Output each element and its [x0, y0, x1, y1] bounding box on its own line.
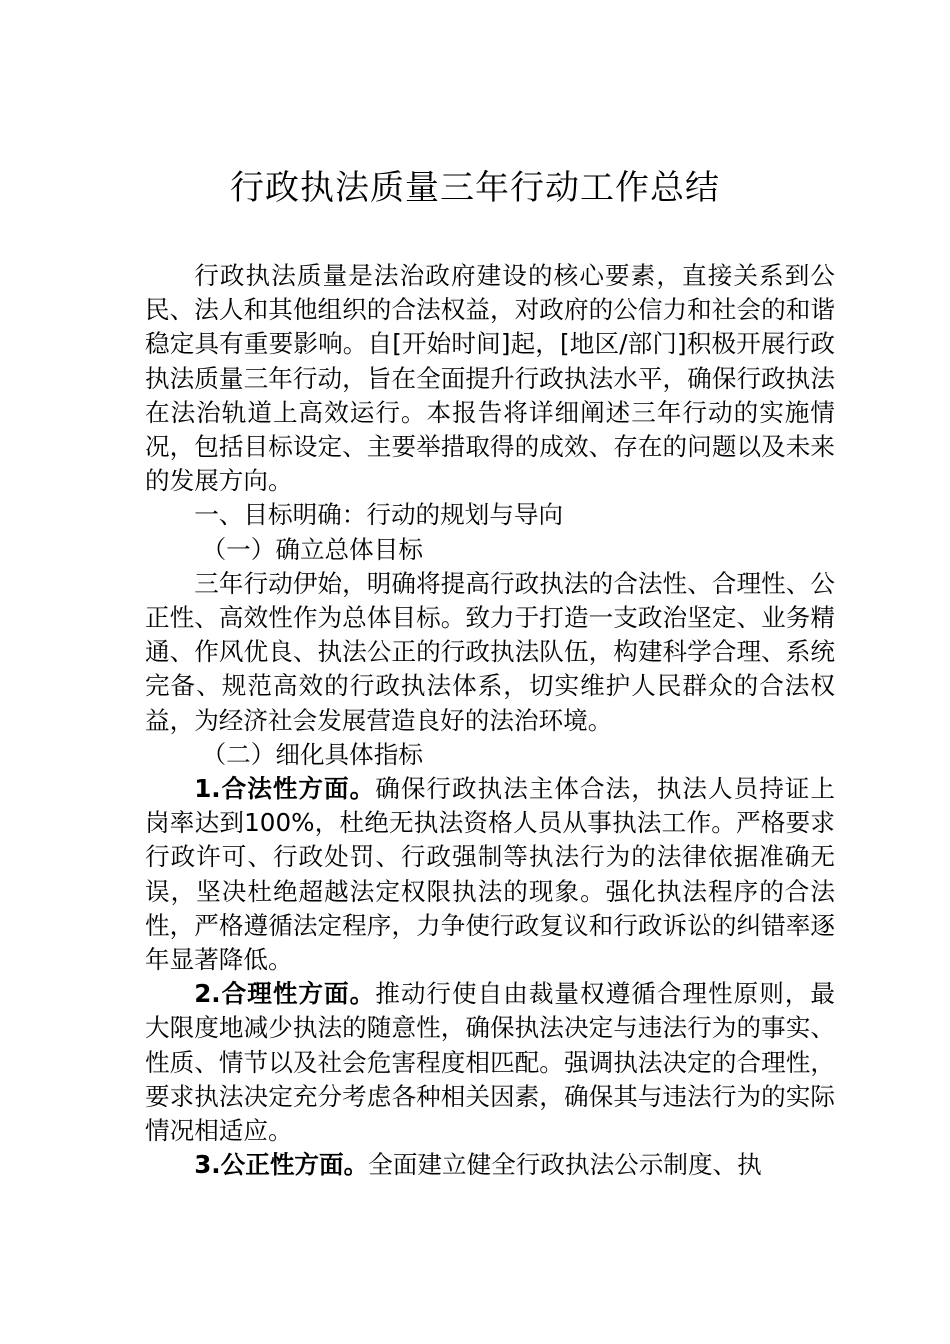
intro-paragraph: 行政执法质量是法治政府建设的核心要素，直接关系到公民、法人和其他组织的合法权益，对政府的公信力和社会的和谐稳定具有重要影响。自[开始时间]起，[地区/部门]积极开展行政执法质量三年行动，旨在全面提升行政执法水平，确保行政执法在法治轨道上高效运行。本报告将详细阐述三年行动的实施情况，包括目标设定、主要举措取得的成效、存在的问题以及未来的发展方向。 — [145, 261, 835, 496]
item-heading-rationality: 2.合理性方面。 — [194, 979, 376, 1009]
item-paragraph-rationality — [145, 977, 835, 1148]
subsection-heading-2: （二）细化具体指标 — [201, 739, 423, 769]
item-text-fairness: 全面建立健全行政执法公示制度、执 — [368, 1150, 762, 1180]
subsection-paragraph-1: 三年行动伊始，明确将提高行政执法的合法性、合理性、公正性、高效性作为总体目标。致力于打造一支政治坚定、业务精通、作风优良、执法公正的行政执法队伍，构建科学合理、系统完备、规范高效的行政执法体系，切实维护人民群众的合法权益，为经济社会发展营造良好的法治环境。 — [145, 568, 835, 735]
subsection-heading-1: （一）确立总体目标 — [201, 534, 423, 564]
document-title: 行政执法质量三年行动工作总结 — [230, 168, 720, 208]
item-heading-fairness: 3.公正性方面。 — [194, 1150, 369, 1180]
document-body — [145, 259, 835, 1182]
item-paragraph-legality — [145, 772, 835, 977]
item-text-rationality: 推动行使自由裁量权遵循合理性原则，最大限度地减少执法的随意性，确保执法决定与违法行为的事实、性质、情节以及社会危害程度相匹配。强调执法决定的合理性，要求执法决定充分考虑各种相关因素，确保其与违法行为的实际情况相适应。 — [145, 979, 835, 1146]
section-heading-1: 一、目标明确：行动的规划与导向 — [194, 500, 564, 530]
item-text-legality: 确保行政执法主体合法，执法人员持证上岗率达到100%，杜绝无执法资格人员从事执法工作。严格要求行政许可、行政处罚、行政强制等执法行为的法律依据准确无误，坚决杜绝超越法定权限执法的现象。强化执法程序的合法性，严格遵循法定程序，力争使行政复议和行政诉讼的纠错率逐年显著降低。 — [145, 774, 835, 975]
item-paragraph-fairness — [145, 1148, 835, 1182]
item-heading-legality: 1.合法性方面。 — [194, 774, 376, 804]
